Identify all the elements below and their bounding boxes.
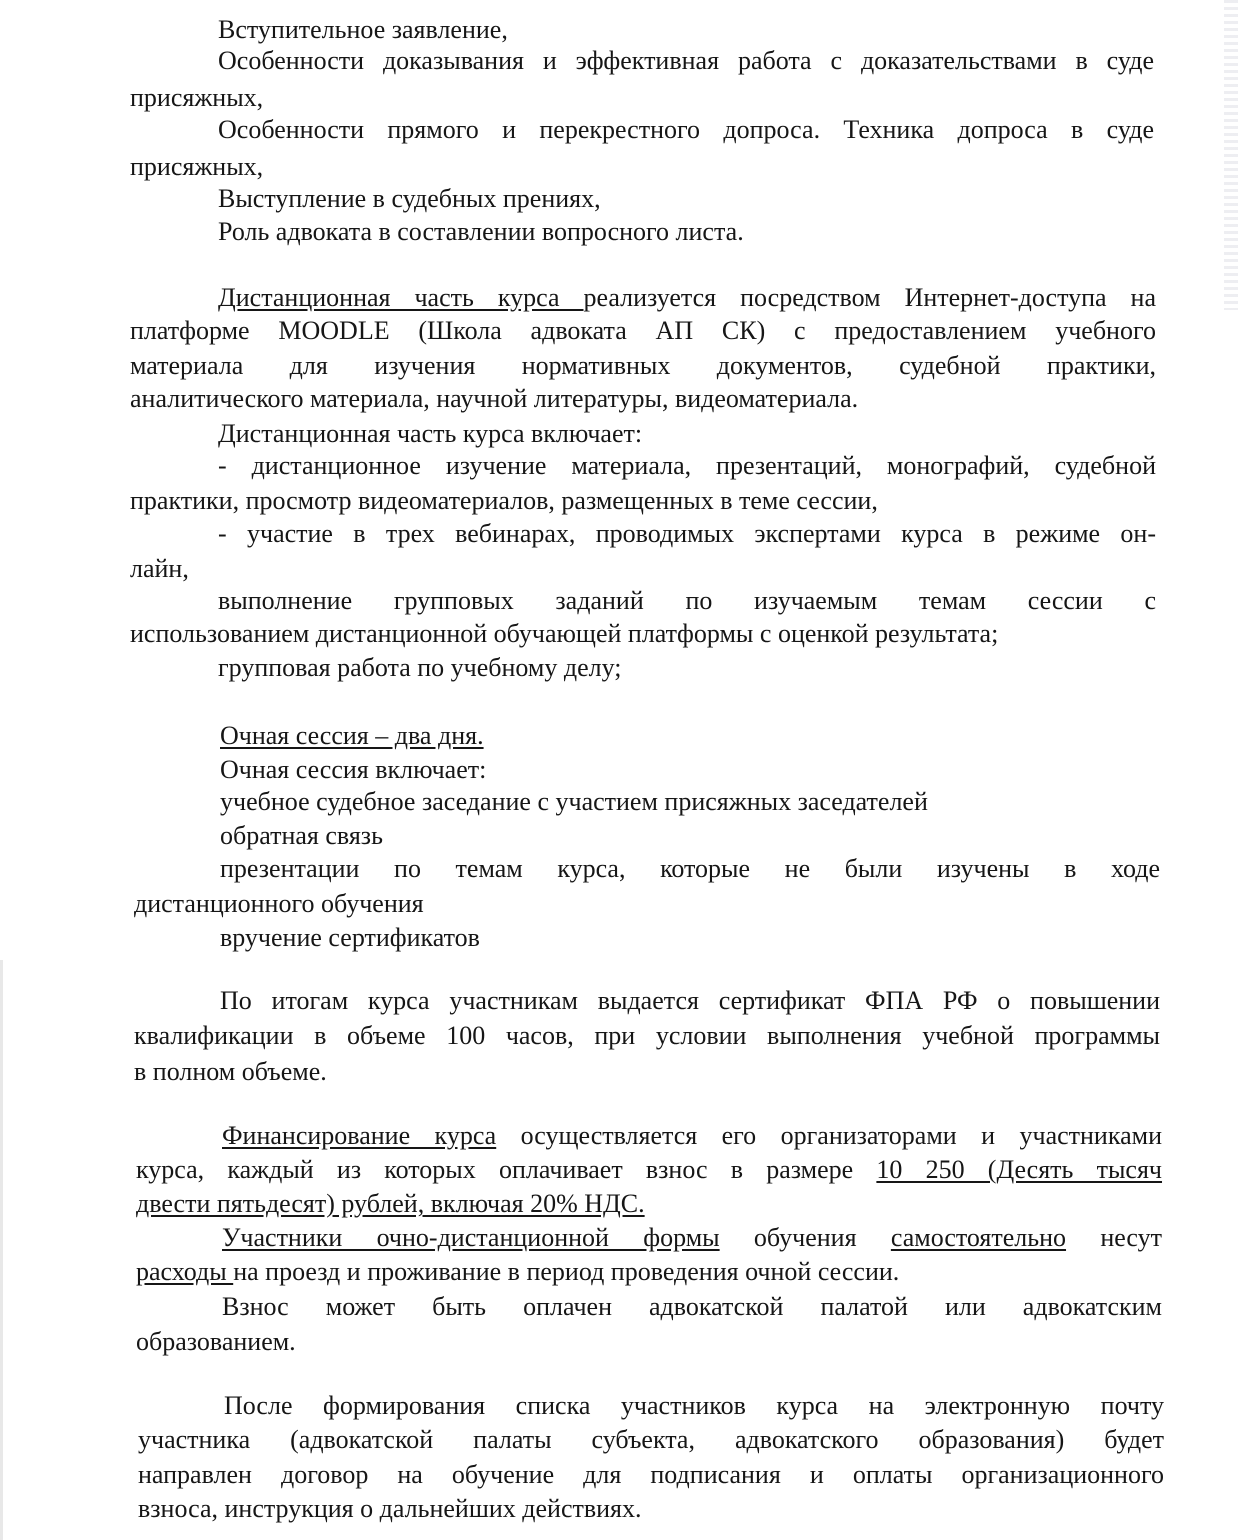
- topic-line: Особенности прямого и перекрестного допроса. Техника допроса в суде: [218, 115, 1154, 144]
- paragraph-line: [136, 1188, 645, 1220]
- paragraph-line: По итогам курса участникам выдается сертификат ФПА РФ о повышении: [220, 986, 1160, 1015]
- list-item: практики, просмотр видеоматериалов, размещенных в теме сессии,: [130, 486, 878, 515]
- paragraph-line: Очная сессия включает:: [220, 755, 487, 784]
- paragraph-line: взноса, инструкция о дальнейших действиях.: [138, 1494, 642, 1523]
- distance-part-heading: Дистанционная часть курса: [218, 283, 584, 312]
- topic-line: присяжных,: [130, 152, 264, 181]
- paragraph-line: платформе MOODLE (Школа адвоката АП СК) с предоставлением учебного: [130, 316, 1156, 345]
- topic-line: Выступление в судебных прениях,: [218, 184, 601, 213]
- topic-line: Вступительное заявление,: [218, 15, 508, 44]
- list-item: обратная связь: [220, 821, 383, 850]
- topic-line: присяжных,: [130, 83, 264, 112]
- paragraph-line: в полном объеме.: [134, 1057, 327, 1086]
- list-item: групповая работа по учебному делу;: [218, 653, 622, 682]
- in-person-session-heading: Очная сессия – два дня.: [220, 721, 484, 750]
- paragraph-line: Финансирование курса осуществляется его организаторами и участниками: [222, 1121, 1162, 1150]
- fee-amount-continued: двести пятьдесят) рублей, включая 20% НДС.: [136, 1189, 645, 1218]
- paragraph-line: Дистанционная часть курса реализуется посредством Интернет-доступа на: [218, 283, 1156, 312]
- paragraph-line: Участники очно-дистанционной формы обучения самостоятельно несут: [222, 1223, 1162, 1252]
- list-item: дистанционного обучения: [134, 889, 424, 918]
- paragraph-line: материала для изучения нормативных документов, судебной практики,: [130, 351, 1156, 380]
- list-item: использованием дистанционной обучающей платформы с оценкой результата;: [130, 619, 999, 648]
- paragraph-line: После формирования списка участников курса на электронную почту: [224, 1391, 1164, 1420]
- list-item: вручение сертификатов: [220, 923, 480, 952]
- paragraph-line: курса, каждый из которых оплачивает взнос в размере 10 250 (Десять тысяч: [136, 1155, 1163, 1184]
- topic-line: Особенности доказывания и эффективная работа с доказательствами в суде: [218, 46, 1154, 75]
- list-item: - дистанционное изучение материала, презентаций, монографий, судебной: [218, 451, 1156, 480]
- fee-amount: 10 250 (Десять тысяч: [876, 1155, 1163, 1184]
- scan-edge-artifact: [1224, 0, 1238, 310]
- list-item: - участие в трех вебинарах, проводимых экспертами курса в режиме он-: [218, 519, 1156, 548]
- paragraph-line: аналитического материала, научной литературы, видеоматериала.: [130, 384, 859, 413]
- paragraph-line: Взнос может быть оплачен адвокатской палатой или адвокатским: [222, 1292, 1162, 1321]
- self-funded-emphasis: самостоятельно: [890, 1223, 1067, 1252]
- paragraph-line: участника (адвокатской палаты субъекта, адвокатского образования) будет: [138, 1425, 1164, 1454]
- paragraph-line: расходы на проезд и проживание в период проведения очной сессии.: [136, 1257, 900, 1286]
- financing-heading: Финансирование курса: [222, 1121, 497, 1150]
- list-item: учебное судебное заседание с участием присяжных заседателей: [220, 787, 928, 816]
- paragraph-line: образованием.: [136, 1327, 296, 1356]
- list-item: презентации по темам курса, которые не были изучены в ходе: [220, 854, 1160, 883]
- paragraph-line: квалификации в объеме 100 часов, при условии выполнения учебной программы: [134, 1021, 1160, 1050]
- topic-line: Роль адвоката в составлении вопросного листа.: [218, 217, 744, 246]
- paragraph-line: направлен договор на обучение для подписания и оплаты организационного: [138, 1460, 1164, 1489]
- participants-heading: Участники очно-дистанционной формы: [222, 1223, 720, 1252]
- scan-edge-artifact-left: [0, 960, 3, 1540]
- expenses-emphasis: расходы: [136, 1257, 234, 1286]
- paragraph-line: Дистанционная часть курса включает:: [218, 419, 643, 448]
- list-item: выполнение групповых заданий по изучаемым темам сессии с: [218, 586, 1156, 615]
- list-item: лайн,: [130, 554, 189, 583]
- paragraph-line: [220, 720, 484, 752]
